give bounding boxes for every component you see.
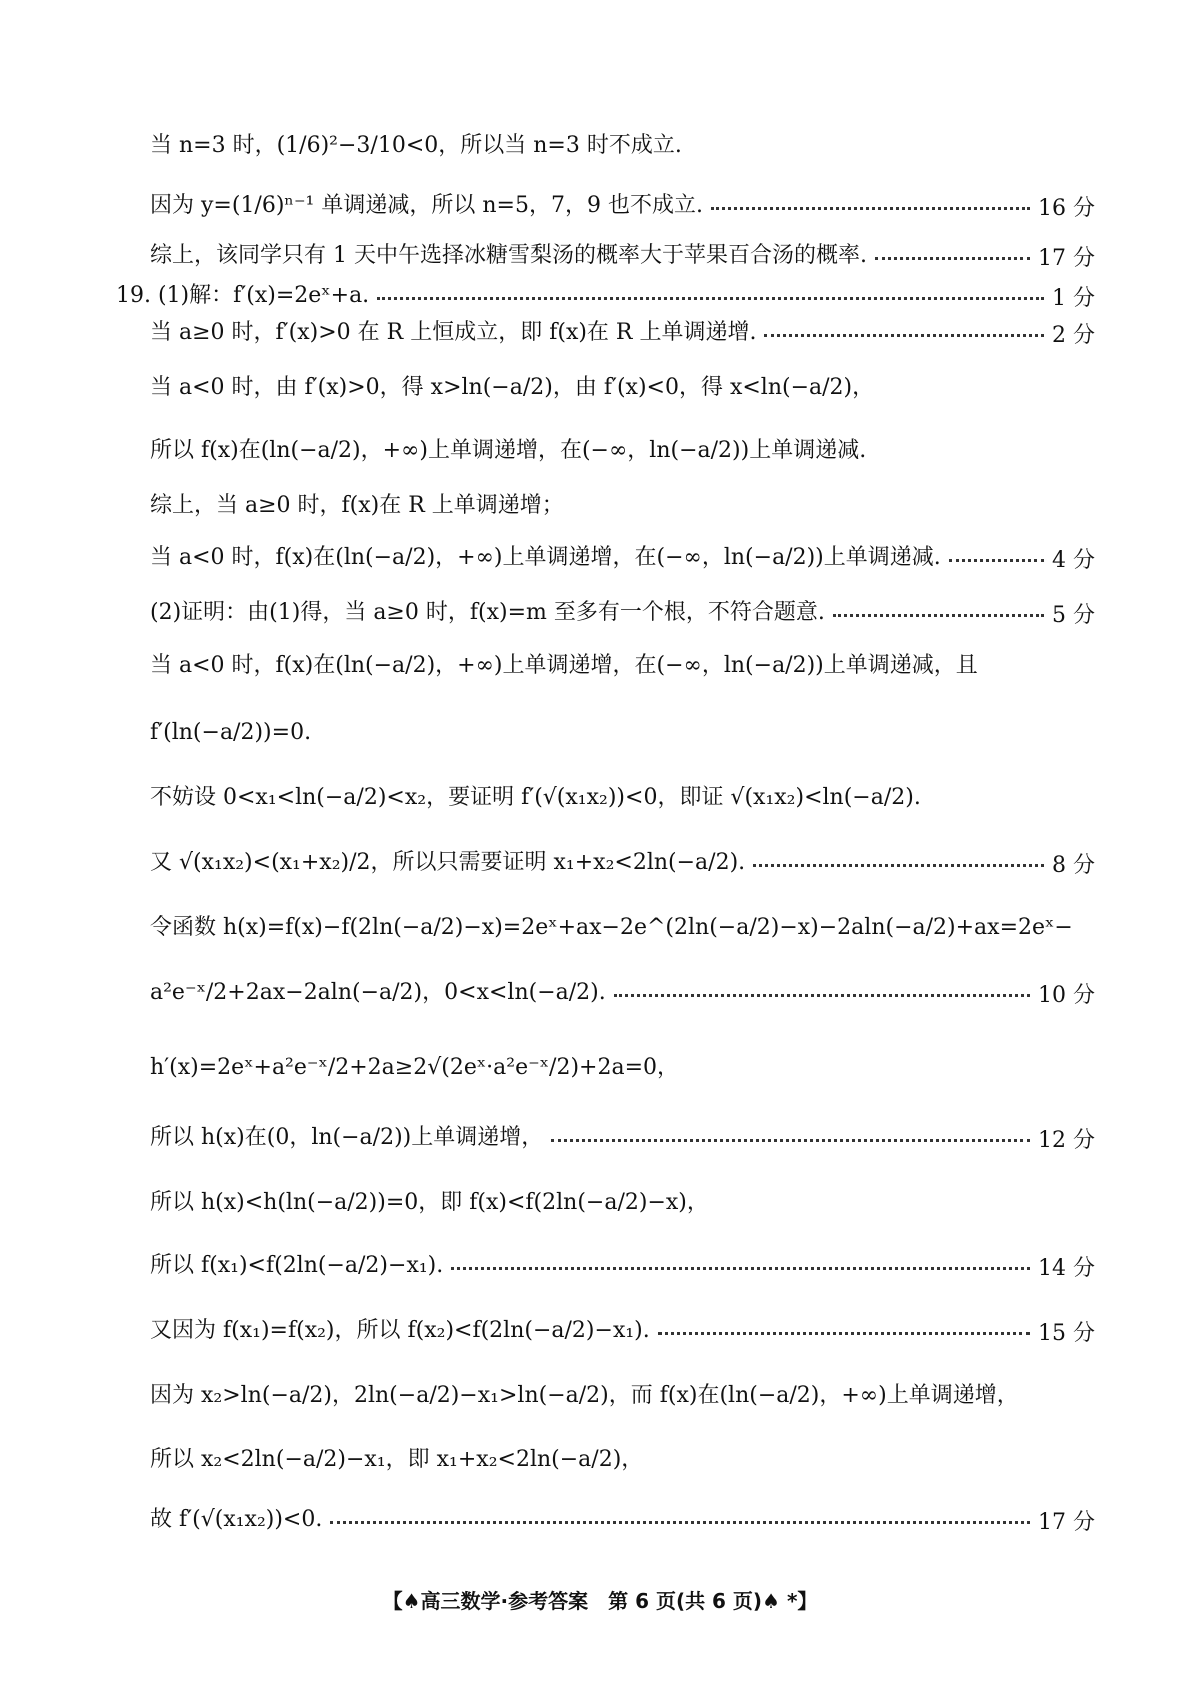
- page-footer: 【♠高三数学·参考答案 第 6 页(共 6 页)♠ *】: [382, 1589, 818, 1613]
- line-11: [150, 638, 1095, 694]
- leader-dots: [551, 1139, 1030, 1142]
- score-label: 17 分: [1038, 245, 1095, 271]
- leader-dots: [614, 994, 1030, 997]
- line-5: [150, 305, 1095, 361]
- line-17: [150, 1040, 1095, 1096]
- line-text: 当 n=3 时，(1/6)²−3/10<0，所以当 n=3 时不成立.: [150, 132, 682, 158]
- line-text: 所以 f(x₁)<f(2ln(−a/2)−x₁).: [150, 1252, 444, 1278]
- line-18: [150, 1110, 1095, 1166]
- line-16: [150, 965, 1095, 1021]
- line-7: [150, 423, 1095, 479]
- score-label: 16 分: [1038, 195, 1095, 221]
- leader-dots: [711, 207, 1030, 210]
- leader-dots: [949, 559, 1044, 562]
- line-13: [150, 770, 1095, 826]
- score-label: 15 分: [1038, 1320, 1095, 1346]
- line-text: 所以 h(x)在(0，ln(−a/2))上单调递增，: [150, 1124, 544, 1150]
- score-label: 17 分: [1038, 1509, 1095, 1535]
- line-2: [150, 178, 1095, 234]
- line-text: 令函数 h(x)=f(x)−f(2ln(−a/2)−x)=2eˣ+ax−2e^(2ln(−a/2)−x)−2aln(−a/2)+ax=2eˣ−: [150, 914, 1073, 940]
- line-24: [150, 1492, 1095, 1548]
- line-9: [150, 530, 1095, 586]
- line-23: [150, 1432, 1095, 1488]
- line-text: 又因为 f(x₁)=f(x₂)，所以 f(x₂)<f(2ln(−a/2)−x₁).: [150, 1317, 650, 1343]
- line-text: 所以 h(x)<h(ln(−a/2))=0，即 f(x)<f(2ln(−a/2)−x)，: [150, 1189, 709, 1215]
- line-text: 当 a<0 时，f(x)在(ln(−a/2)，+∞)上单调递增，在(−∞，ln(−a/2))上单调递减，且: [150, 652, 978, 678]
- line-text: (2)证明：由(1)得，当 a≥0 时，f(x)=m 至多有一个根，不符合题意.: [150, 599, 825, 625]
- score-label: 8 分: [1052, 852, 1095, 878]
- line-text: 当 a<0 时，由 f′(x)>0，得 x>ln(−a/2)，由 f′(x)<0，得 x<ln(−a/2)，: [150, 374, 875, 400]
- line-text: 所以 f(x)在(ln(−a/2)，+∞)上单调递增，在(−∞，ln(−a/2))上单调递减.: [150, 437, 867, 463]
- leader-dots: [658, 1332, 1030, 1335]
- leader-dots: [451, 1267, 1030, 1270]
- line-text: h′(x)=2eˣ+a²e⁻ˣ/2+2a≥2√(2eˣ·a²e⁻ˣ/2)+2a=0，: [150, 1054, 680, 1080]
- line-22: [150, 1368, 1095, 1424]
- line-15: [150, 900, 1095, 956]
- line-21: [150, 1303, 1095, 1359]
- leader-dots: [330, 1521, 1030, 1524]
- line-6: [150, 360, 1095, 416]
- line-text: 因为 x₂>ln(−a/2)，2ln(−a/2)−x₁>ln(−a/2)，而 f(x)在(ln(−a/2)，+∞)上单调递增，: [150, 1382, 1019, 1408]
- line-text: 综上，当 a≥0 时，f(x)在 R 上单调递增；: [150, 492, 564, 518]
- line-10: [150, 585, 1095, 641]
- line-19: [150, 1175, 1095, 1231]
- leader-dots: [753, 864, 1044, 867]
- line-text: 19. (1)解：f′(x)=2eˣ+a.: [116, 282, 370, 308]
- leader-dots: [875, 257, 1030, 260]
- line-text: 所以 x₂<2ln(−a/2)−x₁，即 x₁+x₂<2ln(−a/2)，: [150, 1446, 644, 1472]
- leader-dots: [764, 334, 1044, 337]
- score-label: 1 分: [1052, 285, 1095, 311]
- leader-dots: [377, 297, 1044, 300]
- line-text: 当 a<0 时，f(x)在(ln(−a/2)，+∞)上单调递增，在(−∞，ln(−a/2))上单调递减.: [150, 544, 941, 570]
- score-label: 2 分: [1052, 322, 1095, 348]
- score-label: 5 分: [1052, 602, 1095, 628]
- line-text: a²e⁻ˣ/2+2ax−2aln(−a/2)，0<x<ln(−a/2).: [150, 979, 606, 1005]
- line-text: 故 f′(√(x₁x₂))<0.: [150, 1506, 323, 1532]
- line-text: 综上，该同学只有 1 天中午选择冰糖雪梨汤的概率大于苹果百合汤的概率.: [150, 242, 867, 268]
- line-text: 不妨设 0<x₁<ln(−a/2)<x₂，要证明 f′(√(x₁x₂))<0，即证 √(x₁x₂)<ln(−a/2).: [150, 784, 921, 810]
- line-8: [150, 478, 1095, 534]
- line-text: 因为 y=(1/6)ⁿ⁻¹ 单调递减，所以 n=5，7，9 也不成立.: [150, 192, 703, 218]
- line-1: [150, 118, 1095, 174]
- line-14: [150, 835, 1095, 891]
- score-label: 14 分: [1038, 1255, 1095, 1281]
- score-label: 12 分: [1038, 1127, 1095, 1153]
- line-text: 又 √(x₁x₂)<(x₁+x₂)/2，所以只需要证明 x₁+x₂<2ln(−a/2).: [150, 849, 746, 875]
- leader-dots: [833, 614, 1044, 617]
- line-text: 当 a≥0 时，f′(x)>0 在 R 上恒成立，即 f(x)在 R 上单调递增.: [150, 319, 757, 345]
- line-12: [150, 705, 1095, 761]
- line-text: f′(ln(−a/2))=0.: [150, 719, 312, 745]
- score-label: 10 分: [1038, 982, 1095, 1008]
- line-20: [150, 1238, 1095, 1294]
- score-label: 4 分: [1052, 547, 1095, 573]
